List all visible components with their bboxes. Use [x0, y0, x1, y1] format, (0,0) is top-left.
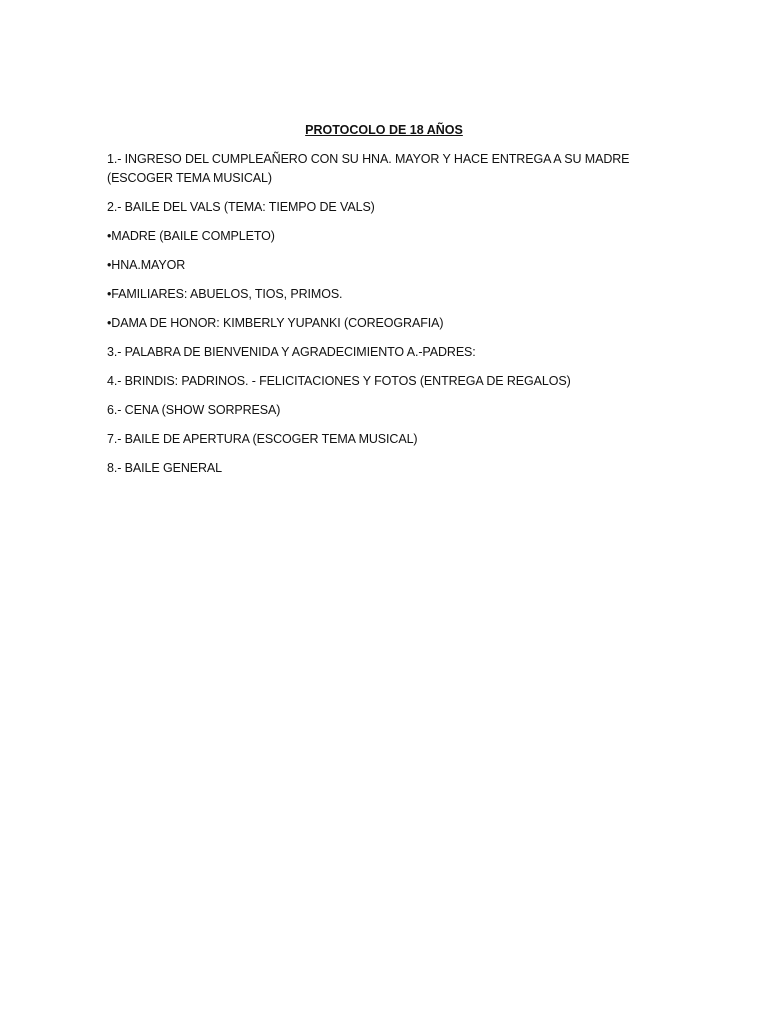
protocol-item-8: 8.- BAILE GENERAL [107, 460, 223, 475]
document-body [107, 150, 667, 488]
protocol-item-2: 2.- BAILE DEL VALS (TEMA: TIEMPO DE VALS) [107, 199, 375, 214]
protocol-subitem-dama-de-honor: •DAMA DE HONOR: KIMBERLY YUPANKI (COREOGRAFIA) [107, 315, 444, 330]
protocol-subitem-madre: •MADRE (BAILE COMPLETO) [107, 228, 275, 243]
protocol-item-1: 1.- INGRESO DEL CUMPLEAÑERO CON SU HNA. MAYOR Y HACE ENTREGA A SU MADRE (ESCOGER TEMA MUSICAL) [107, 152, 630, 185]
document-title: PROTOCOLO DE 18 AÑOS [305, 123, 463, 137]
protocol-item-7: 7.- BAILE DE APERTURA (ESCOGER TEMA MUSICAL) [107, 431, 418, 446]
protocol-item-3: 3.- PALABRA DE BIENVENIDA Y AGRADECIMIENTO A.-PADRES: [107, 344, 476, 359]
protocol-item-6: 6.- CENA (SHOW SORPRESA) [107, 402, 281, 417]
protocol-item-4: 4.- BRINDIS: PADRINOS. - FELICITACIONES Y FOTOS (ENTREGA DE REGALOS) [107, 373, 571, 388]
protocol-subitem-hna-mayor: •HNA.MAYOR [107, 257, 186, 272]
protocol-subitem-familiares: •FAMILIARES: ABUELOS, TIOS, PRIMOS. [107, 286, 343, 301]
